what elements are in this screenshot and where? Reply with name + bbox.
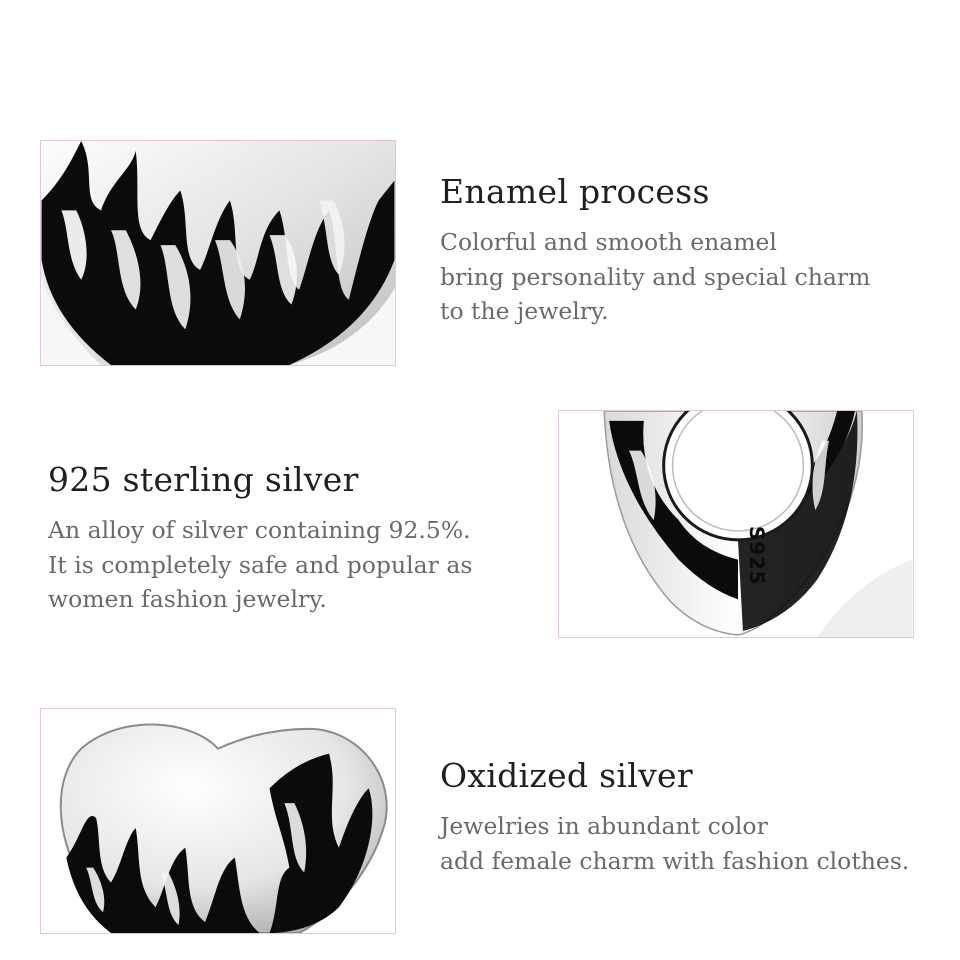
oxidized-heart-image [40, 708, 396, 934]
description-line: Jewelries in abundant color [440, 812, 768, 840]
feature-description [48, 513, 472, 617]
sterling-stamp-image [558, 410, 914, 638]
feature-oxidized-silver [440, 756, 909, 878]
feature-sterling-silver [48, 460, 472, 617]
description-line: add female charm with fashion clothes. [440, 846, 910, 875]
feature-description [440, 225, 870, 329]
description-line: to the jewelry. [440, 297, 609, 325]
feature-enamel-process [440, 172, 870, 329]
description-line: bring personality and special charm [440, 262, 871, 291]
feature-title: Enamel process [440, 172, 710, 211]
heart-oxidized-illustration [41, 709, 395, 933]
feature-description [440, 809, 909, 878]
description-line: Colorful and smooth enamel [440, 228, 777, 256]
description-line: An alloy of silver containing 92.5%. [48, 516, 471, 544]
description-line: It is completely safe and popular as [48, 550, 473, 579]
heart-side-stamp-illustration [559, 411, 913, 637]
feature-title: 925 sterling silver [48, 460, 359, 499]
heart-enamel-illustration [41, 141, 395, 365]
stamp-mark: S925 [744, 525, 768, 586]
feature-title: Oxidized silver [440, 756, 693, 795]
description-line: women fashion jewelry. [48, 585, 327, 613]
enamel-closeup-image [40, 140, 396, 366]
